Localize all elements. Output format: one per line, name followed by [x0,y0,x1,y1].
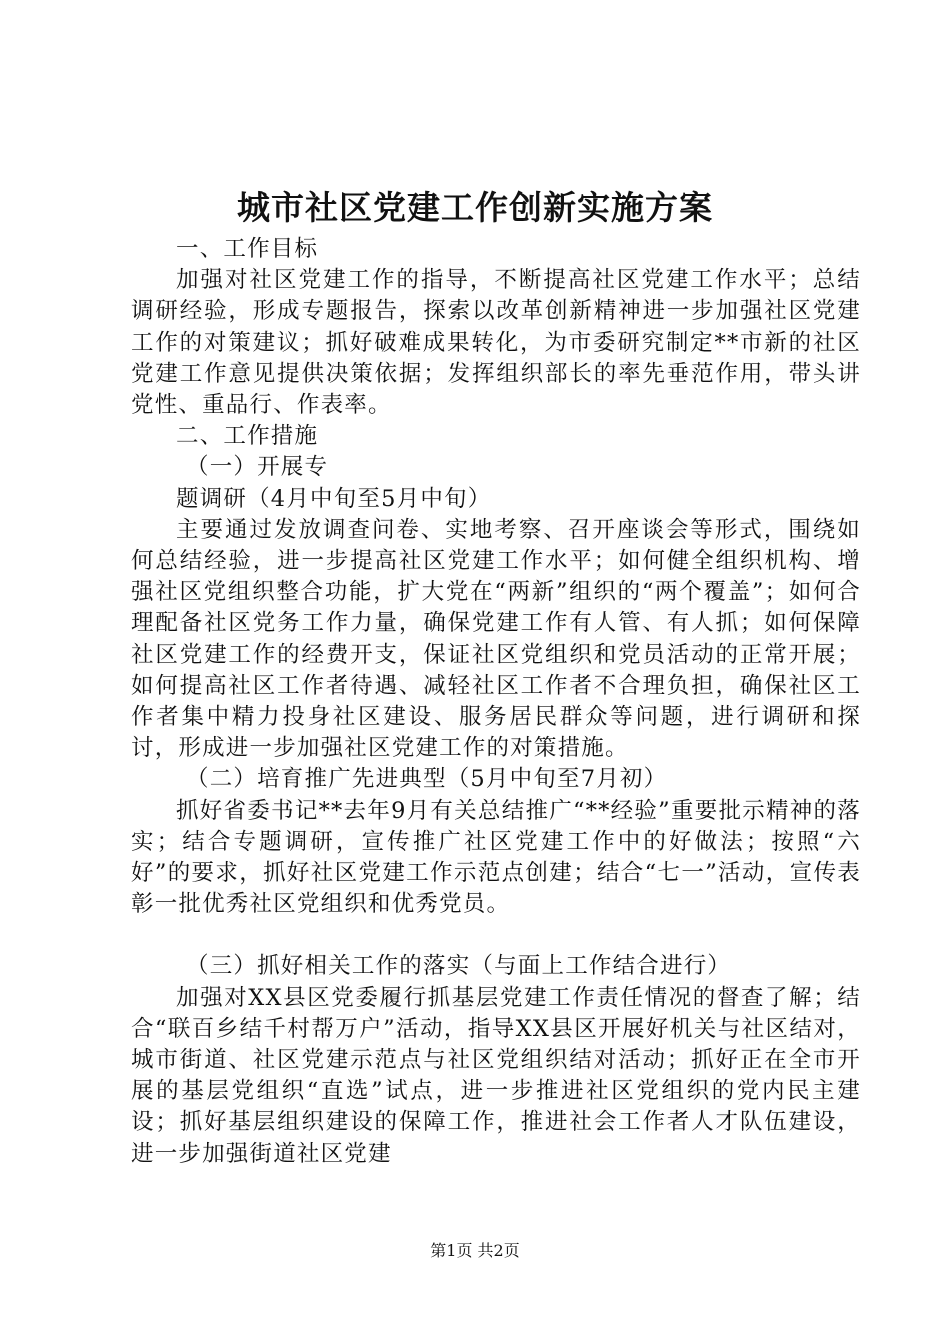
paragraph-models: 抓好省委书记**去年9月有关总结推广“**经验”重要批示精神的落实；结合专题调研，宣传推广社区党建工作中的好做法；按照“六好”的要求，抓好社区党建工作示范点创建；结合“七一”活动，宣传表彰一批优秀社区党组织和优秀党员。 [131,797,861,918]
paragraph-research: 主要通过发放调查问卷、实地考察、召开座谈会等形式，围绕如何总结经验，进一步提高社区党建工作水平；如何健全组织机构、增强社区党组织整合功能，扩大党在“两新”组织的“两个覆盖”；如何合理配备社区党务工作力量，确保党建工作有人管、有人抓；如何保障社区党建工作的经费开支，保证社区党组织和党员活动的正常开展；如何提高社区工作者待遇、减轻社区工作者不合理负担，确保社区工作者集中精力投身社区建设、服务居民群众等问题，进行调研和探讨，形成进一步加强社区党建工作的对策措施。 [131,516,861,762]
subsection-heading-implementation: （三）抓好相关工作的落实（与面上工作结合进行） [186,953,732,980]
paragraph-implementation: 加强对XX县区党委履行抓基层党建工作责任情况的督查了解；结合“联百乡结千村帮万户”活动，指导XX县区开展好机关与社区结对，城市街道、社区党建示范点与社区党组织结对活动；抓好正在全市开展的基层党组织“直选”试点，进一步推进社区党组织的党内民主建设；抓好基层组织建设的保障工作，推进社会工作者人才队伍建设，进一步加强街道社区党建 [131,984,861,1167]
page-footer: 第1页 共2页 [430,1241,520,1260]
subsection-heading-models: （二）培育推广先进典型（5月中旬至7月初） [186,766,668,793]
section-heading-measures: 二、工作措施 [176,423,319,450]
subsection-heading-research-a: （一）开展专 [186,454,329,481]
section-heading-goals: 一、工作目标 [176,236,319,262]
paragraph-gap [131,920,861,951]
document-title: 城市社区党建工作创新实施方案 [237,188,713,227]
subsection-heading-research-b: 题调研（4月中旬至5月中旬） [176,485,492,512]
paragraph-goals: 加强对社区党建工作的指导，不断提高社区党建工作水平；总结调研经验，形成专题报告，探索以改革创新精神进一步加强社区党建工作的对策建议；抓好破难成果转化，为市委研究制定**市新的社区党建工作意见提供决策依据；发挥组织部长的率先垂范作用，带头讲党性、重品行、作表率。 [131,267,861,419]
document-body [131,234,861,1170]
